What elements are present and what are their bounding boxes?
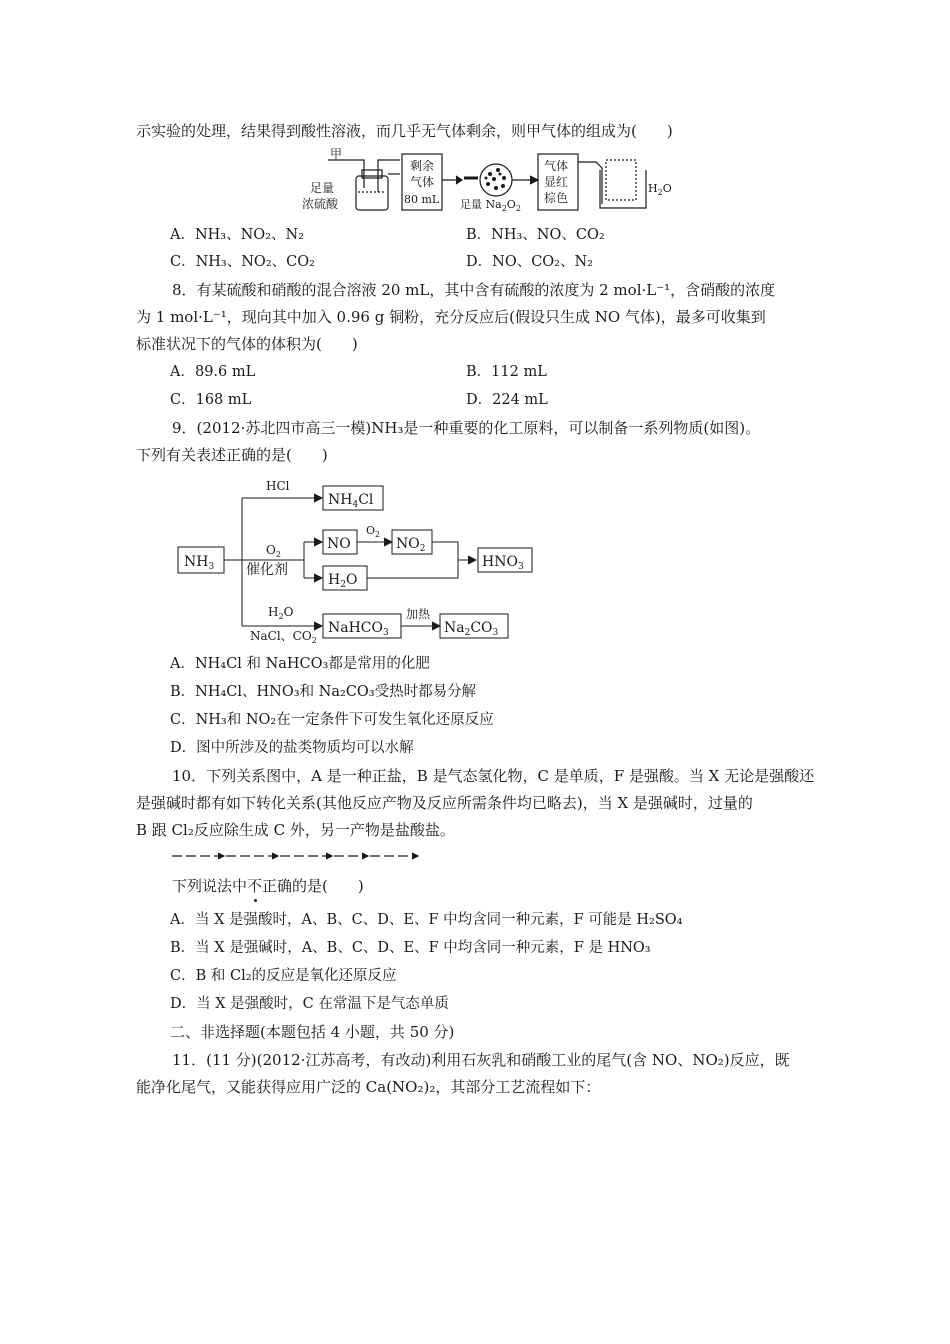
q10-line-2: 是强碱时都有如下转化关系(其他反应产物及反应所需条件均已略去)，当 X 是强碱时，过量的	[136, 794, 753, 812]
q8-line-2: 为 1 mol·L⁻¹，现向其中加入 0.96 g 铜粉，充分反应后(假设只生成 NO 气体)，最多可收集到	[136, 308, 766, 326]
no-node: NO	[327, 536, 351, 552]
q7-option-d: D．NO、CO₂、N₂	[466, 254, 593, 270]
nh4cl-node: $NH_4Cl$	[328, 492, 374, 510]
q7-option-b: B．NH₃、NO、CO₂	[466, 227, 605, 243]
q7-text: 示实验的处理，结果得到酸性溶液，而几乎无气体剩余，则甲气体的组成为( )	[136, 122, 673, 140]
no2-node: $NO_2$	[396, 536, 426, 554]
q8-option-a: A．89.6 mL	[170, 364, 256, 380]
nacl-co2-label: NaCl、$CO_2$	[250, 629, 317, 644]
q8-option-d: D．224 mL	[466, 392, 548, 408]
box2-line2: 显红	[544, 175, 569, 189]
q8-option-c: C．168 mL	[170, 392, 252, 408]
h2o-node: $H_2O$	[328, 572, 358, 590]
box1-line3: 80 mL	[404, 193, 440, 206]
q10-line-1: 10．下列关系图中，A 是一种正盐，B 是气态氢化物，C 是单质，F 是强酸。当 X 无论是强酸还	[172, 767, 815, 785]
q7-apparatus-diagram	[300, 148, 710, 214]
q10-option-a: A．当 X 是强酸时，A、B、C、D、E、F 中均含同一种元素，F 可能是 H₂SO₄	[170, 912, 683, 928]
o2-label-top: $O_2$	[266, 543, 281, 559]
box2-line1: 气体	[544, 159, 569, 173]
hcl-label: HCl	[266, 479, 290, 493]
water-label: $H_2O$	[648, 182, 672, 197]
hno3-node: $HNO_3$	[482, 554, 524, 572]
q9-line-1: 9．(2012·苏北四市高三一模)NH₃是一种重要的化工原料，可以制备一系列物质(如图)。	[172, 419, 761, 437]
o2-label-mid: $O_2$	[366, 524, 381, 539]
h2o-label-lower: $H_2O$	[268, 605, 294, 621]
box1-line2: 气体	[410, 175, 435, 189]
q10-relation-arrows	[170, 850, 430, 862]
na2co3-node: $Na_2CO_3$	[444, 620, 499, 638]
q8-line-3: 标准状况下的气体的体积为( )	[136, 335, 358, 353]
q7-option-c: C．NH₃、NO₂、CO₂	[170, 254, 315, 270]
q11-line-1: 11．(11 分)(2012·江苏高考，有改动)利用石灰乳和硝酸工业的尾气(含 NO、NO₂)反应，既	[172, 1051, 790, 1069]
emphasis-not: 不	[247, 877, 263, 895]
q8-line-1: 8．有某硫酸和硝酸的混合溶液 20 mL，其中含有硫酸的浓度为 2 mol·L⁻¹，含硝酸的浓度	[172, 281, 776, 299]
q11-line-2: 能净化尾气，又能获得应用广泛的 Ca(NO₂)₂，其部分工艺流程如下：	[136, 1078, 601, 1096]
q10-option-b: B．当 X 是强碱时，A、B、C、D、E、F 中均含同一种元素，F 是 HNO₃	[170, 940, 651, 956]
q9-option-a: A．NH₄Cl 和 NaHCO₃都是常用的化肥	[170, 656, 430, 672]
q10-option-d: D．当 X 是强酸时，C 在常温下是气态单质	[170, 996, 449, 1012]
q8-option-b: B．112 mL	[466, 364, 547, 380]
q9-option-b: B．NH₄Cl、HNO₃和 Na₂CO₃受热时都易分解	[170, 684, 477, 700]
peroxide-label: 足量 $Na_2O_2$	[460, 198, 521, 213]
q9-line-2: 下列有关表述正确的是( )	[136, 446, 328, 464]
q7-option-a: A．NH₃、NO₂、N₂	[170, 227, 305, 243]
q9-option-c: C．NH₃和 NO₂在一定条件下可发生氧化还原反应	[170, 712, 494, 728]
q10-line-3: B 跟 Cl₂反应除生成 C 外，另一产物是盐酸盐。	[136, 821, 455, 839]
heat-label: 加热	[406, 607, 431, 621]
section-heading: 二、非选择题(本题包括 4 小题，共 50 分)	[170, 1023, 455, 1041]
box1-line1: 剩余	[410, 159, 435, 173]
acid-label-1: 足量	[310, 181, 335, 195]
nahco3-node: NaHCO$_3$	[328, 620, 389, 638]
gas-label: 甲	[330, 148, 343, 161]
catalyst-label: 催化剂	[246, 562, 288, 578]
q10-option-c: C．B 和 Cl₂的反应是氧化还原反应	[170, 968, 397, 984]
acid-label-2: 浓硫酸	[302, 197, 339, 211]
q10-question: 下列说法中不正确的是( )	[172, 877, 364, 895]
q9-flow-diagram	[170, 474, 540, 644]
q9-option-d: D．图中所涉及的盐类物质均可以水解	[170, 740, 414, 756]
box2-line3: 棕色	[544, 191, 569, 205]
nh3-node: $NH_3$	[184, 554, 215, 572]
